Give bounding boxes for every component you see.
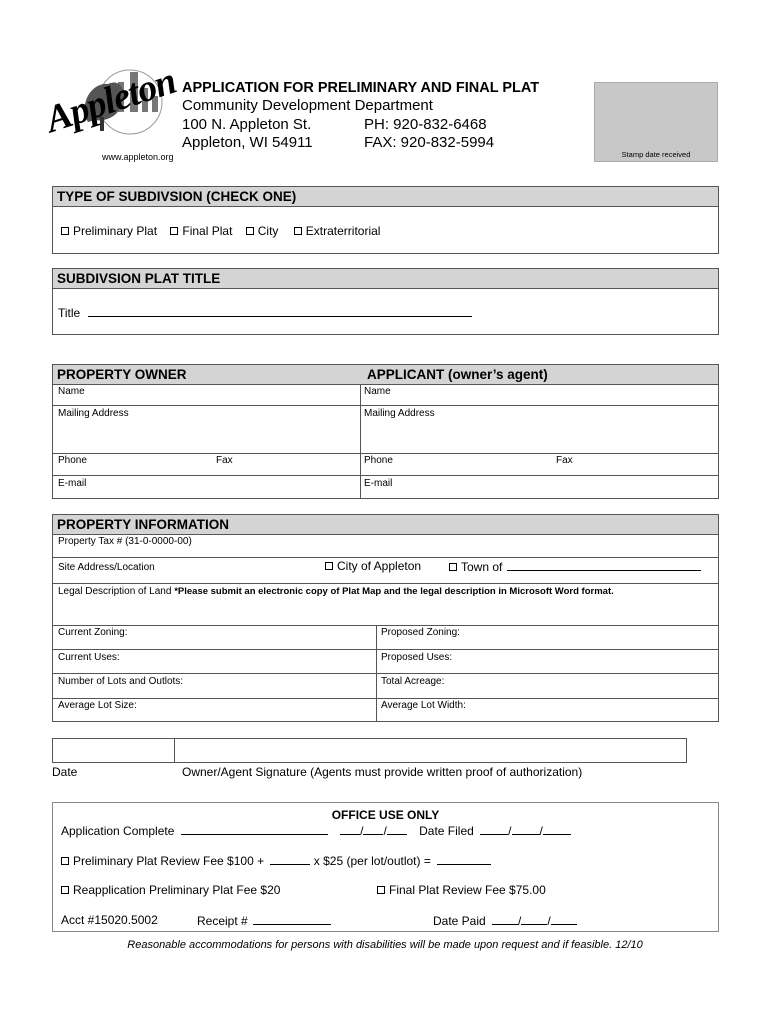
- legal-label: Legal Description of Land: [58, 586, 172, 597]
- row-divider: [53, 698, 718, 699]
- checkbox-icon[interactable]: [170, 227, 178, 235]
- town-input[interactable]: [507, 559, 701, 571]
- checkbox-icon[interactable]: [325, 562, 333, 570]
- checkbox-icon[interactable]: [61, 857, 69, 865]
- checkbox-icon[interactable]: [294, 227, 302, 235]
- owner-mailing-label: Mailing Address: [58, 408, 129, 419]
- current-zoning-label: Current Zoning:: [58, 627, 128, 638]
- current-uses-label: Current Uses:: [58, 652, 120, 663]
- lot-count-input[interactable]: [270, 853, 310, 865]
- applicant-email-label: E-mail: [364, 478, 393, 489]
- applicant-phone-label: Phone: [364, 455, 393, 466]
- city-logo: [40, 59, 181, 172]
- owner-name-label: Name: [58, 386, 85, 397]
- city-address: Appleton, WI 54911: [182, 134, 313, 151]
- date-paid-field: Date Paid / /: [433, 913, 577, 928]
- stamp-label: Stamp date received: [621, 150, 691, 159]
- logo-wordmark: Appleton: [40, 59, 181, 142]
- proposed-uses-label: Proposed Uses:: [381, 652, 453, 663]
- owner-section: [52, 364, 719, 499]
- plat-title-section: [52, 268, 719, 335]
- prelim-fee-field: Preliminary Plat Review Fee $100 + x $25 (per lot/outlot) =: [61, 853, 491, 868]
- option-city-of-appleton[interactable]: City of Appleton: [325, 559, 421, 573]
- row-divider: [53, 583, 718, 584]
- plat-title-label: Title: [58, 306, 81, 320]
- date-filed-input[interactable]: / /: [480, 824, 571, 838]
- property-section-title: PROPERTY INFORMATION: [53, 515, 718, 535]
- owner-fax-label: Fax: [216, 455, 233, 466]
- app-complete-field: Application Complete / / Date Filed / /: [61, 823, 571, 838]
- stamp-box: [594, 82, 718, 162]
- applicant-mailing-label: Mailing Address: [364, 408, 435, 419]
- plat-title-input[interactable]: [88, 305, 472, 317]
- office-use-section: [52, 802, 719, 932]
- logo-url: www.appleton.org: [102, 152, 174, 162]
- plat-title-section-title: SUBDIVSION PLAT TITLE: [53, 269, 718, 289]
- checkbox-icon[interactable]: [61, 886, 69, 894]
- owner-bar: [53, 365, 718, 385]
- row-divider: [53, 453, 718, 454]
- acreage-label: Total Acreage:: [381, 676, 445, 687]
- avg-lot-size-label: Average Lot Size:: [58, 700, 137, 711]
- phone-number: PH: 920-832-6468: [364, 116, 487, 133]
- option-town-of[interactable]: Town of: [449, 559, 701, 574]
- signature-label: Owner/Agent Signature (Agents must provide written proof of authorization): [182, 765, 583, 779]
- form-title: APPLICATION FOR PRELIMINARY AND FINAL PLAT: [182, 80, 540, 96]
- avg-lot-width-label: Average Lot Width:: [381, 700, 466, 711]
- final-fee-field[interactable]: Final Plat Review Fee $75.00: [377, 883, 546, 897]
- row-divider: [53, 649, 718, 650]
- column-divider: [360, 385, 361, 499]
- footer-note: Reasonable accommodations for persons with disabilities will be made upon request and if feasible. 12/10: [127, 939, 643, 951]
- app-complete-input[interactable]: [181, 823, 328, 835]
- date-paid-input[interactable]: / /: [492, 914, 577, 928]
- legal-description: [58, 586, 614, 597]
- applicant-title: APPLICANT (owner’s agent): [367, 367, 548, 382]
- street-address: 100 N. Appleton St.: [182, 116, 312, 133]
- type-options: [61, 224, 380, 238]
- type-section: [52, 186, 719, 254]
- receipt-field: Receipt #: [197, 913, 331, 928]
- owner-phone-label: Phone: [58, 455, 87, 466]
- tax-label: Property Tax # (31-0-0000-00): [58, 536, 192, 547]
- row-divider: [53, 625, 718, 626]
- property-section: [52, 514, 719, 722]
- date-input[interactable]: [52, 738, 175, 763]
- option-preliminary[interactable]: Preliminary Plat: [61, 224, 157, 238]
- owner-email-label: E-mail: [58, 478, 87, 489]
- receipt-input[interactable]: [253, 913, 331, 925]
- checkbox-icon[interactable]: [61, 227, 69, 235]
- fax-number: FAX: 920-832-5994: [364, 134, 495, 151]
- department: Community Development Department: [182, 97, 433, 114]
- option-extraterritorial[interactable]: Extraterritorial: [294, 224, 381, 238]
- prelim-total-input[interactable]: [437, 853, 491, 865]
- row-divider: [53, 673, 718, 674]
- applicant-name-label: Name: [364, 386, 391, 397]
- complete-date-input[interactable]: / /: [340, 824, 407, 838]
- lots-label: Number of Lots and Outlots:: [58, 676, 184, 687]
- type-section-title: TYPE OF SUBDIVSION (CHECK ONE): [53, 187, 718, 207]
- site-label: Site Address/Location: [58, 562, 155, 573]
- checkbox-icon[interactable]: [377, 886, 385, 894]
- row-divider: [53, 475, 718, 476]
- signature-input[interactable]: [174, 738, 687, 763]
- legal-note: *Please submit an electronic copy of Plat Map and the legal description in Microsoft Word format.: [174, 586, 614, 597]
- office-title: OFFICE USE ONLY: [331, 808, 440, 822]
- acct-number: Acct #15020.5002: [61, 913, 158, 927]
- reapp-fee-field[interactable]: Reapplication Preliminary Plat Fee $20: [61, 883, 280, 897]
- proposed-zoning-label: Proposed Zoning:: [381, 627, 460, 638]
- row-divider: [53, 405, 718, 406]
- row-divider: [53, 557, 718, 558]
- applicant-fax-label: Fax: [556, 455, 573, 466]
- date-label: Date: [52, 765, 78, 779]
- option-city[interactable]: City: [246, 224, 279, 238]
- checkbox-icon[interactable]: [246, 227, 254, 235]
- checkbox-icon[interactable]: [449, 563, 457, 571]
- option-final[interactable]: Final Plat: [170, 224, 232, 238]
- plat-title-field: [58, 305, 472, 320]
- owner-title: PROPERTY OWNER: [57, 367, 187, 382]
